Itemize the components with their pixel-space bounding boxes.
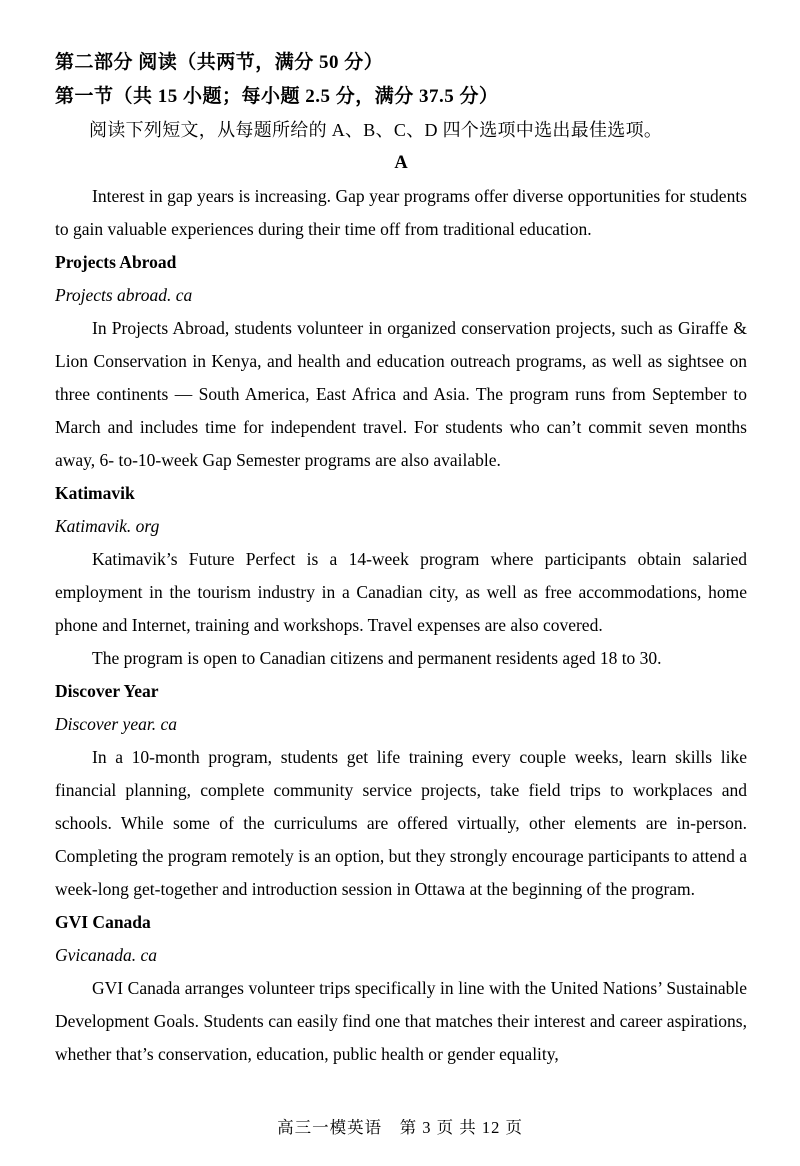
passage-intro-paragraph: Interest in gap years is increasing. Gap year programs offer diverse opportunities for students to gain valuable experiences during their time off from traditional education. bbox=[55, 186, 747, 239]
section-heading-discover-year: Discover Year bbox=[55, 681, 159, 701]
section-paragraph: Katimavik’s Future Perfect is a 14-week program where participants obtain salaried employment in the tourism industry in a Canadian city, as well as free accommodations, home phone and Internet, training and workshops. Travel expenses are also covered. bbox=[55, 549, 747, 635]
section-heading-gvi-canada: GVI Canada bbox=[55, 912, 151, 932]
passage-label: A bbox=[394, 153, 408, 173]
section-title: 第一节（共 15 小题；每小题 2.5 分，满分 37.5 分） bbox=[55, 86, 499, 107]
part-title: 第二部分 阅读（共两节，满分 50 分） bbox=[55, 52, 384, 73]
page-content bbox=[55, 46, 747, 1071]
section-paragraph: In a 10-month program, students get life training every couple weeks, learn skills like financial planning, complete community service projects, take field trips to workplaces and schools. While some of the curriculums are offered virtually, other elements are in-person. Completing the program remotely is an option, but they strongly encourage participants to attend a week-long get-together and introduction session in Ottawa at the beginning of the program. bbox=[55, 747, 747, 899]
section-paragraph: The program is open to Canadian citizens and permanent residents aged 18 to 30. bbox=[92, 648, 662, 668]
section-website-projects-abroad: Projects abroad. ca bbox=[55, 285, 193, 305]
instructions-text: 阅读下列短文，从每题所给的 A、B、C、D 四个选项中选出最佳选项。 bbox=[89, 120, 663, 140]
page-footer: 高三一模英语 第 3 页 共 12 页 bbox=[277, 1118, 523, 1137]
section-website-gvi-canada: Gvicanada. ca bbox=[55, 945, 158, 965]
section-paragraph: In Projects Abroad, students volunteer in organized conservation projects, such as Giraffe & Lion Conservation in Kenya, and health and education outreach programs, as well as sightsee on three continents — South America, East Africa and Asia. The program runs from September to March and includes time for independent travel. For students who can’t commit seven months away, 6- to-10-week Gap Semester programs are also available. bbox=[55, 318, 747, 470]
section-website-katimavik: Katimavik. org bbox=[55, 516, 160, 536]
section-heading-projects-abroad: Projects Abroad bbox=[55, 252, 177, 272]
section-heading-katimavik: Katimavik bbox=[55, 483, 135, 503]
section-paragraph: GVI Canada arranges volunteer trips specifically in line with the United Nations’ Sustainable Development Goals. Students can easily find one that matches their interest and career aspirations, whether that’s conservation, education, public health or gender equality, bbox=[55, 978, 747, 1064]
section-website-discover-year: Discover year. ca bbox=[55, 714, 177, 734]
